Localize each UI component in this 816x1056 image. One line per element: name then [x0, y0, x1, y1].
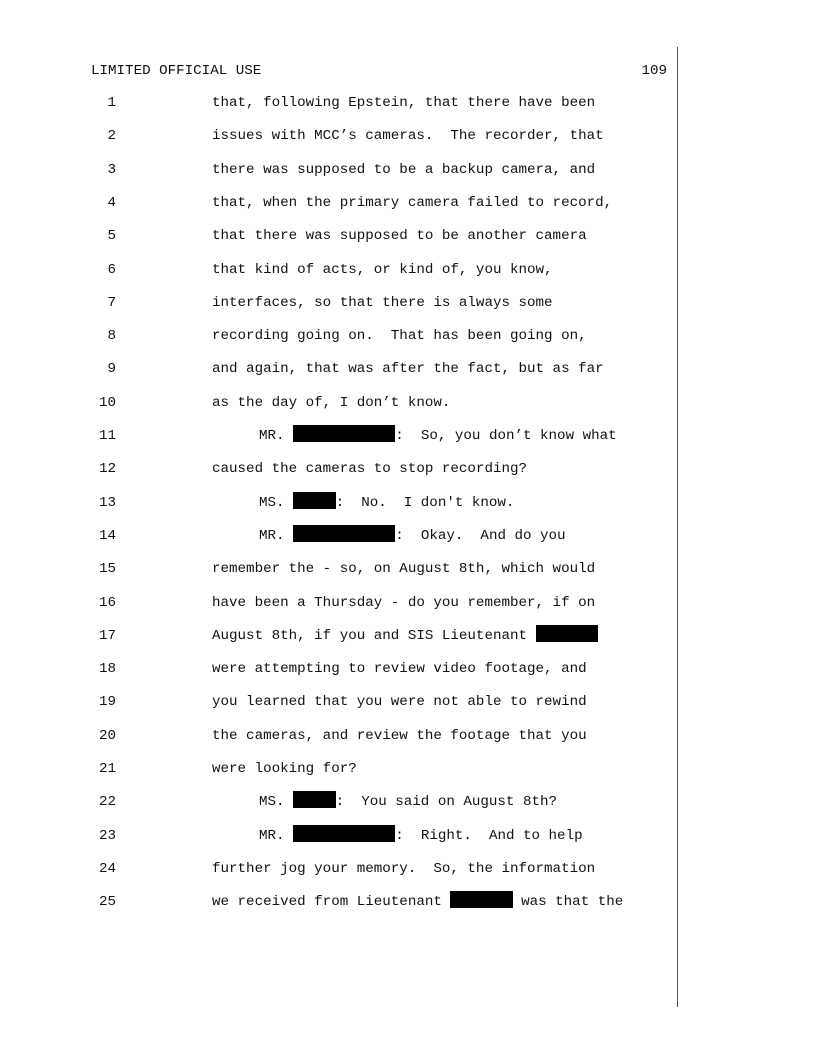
line-number: 19 — [98, 694, 116, 711]
line-text — [212, 756, 357, 782]
redaction-block — [293, 791, 336, 808]
text-segment: caused the cameras to stop recording? — [212, 461, 528, 478]
text-segment: have been a Thursday - do you remember, if on — [212, 594, 596, 611]
line-number: 16 — [98, 594, 116, 611]
text-segment: MR. — [259, 428, 294, 444]
line-text — [212, 390, 450, 416]
text-segment: : So, you don’t know what — [395, 428, 617, 444]
text-segment: and again, that was after the fact, but as far — [212, 361, 604, 378]
page-header — [91, 61, 667, 81]
transcript-line — [0, 290, 677, 316]
text-segment: that there was supposed to be another camera — [212, 228, 587, 245]
line-text — [212, 889, 623, 915]
line-text — [212, 590, 595, 616]
text-segment: : Right. And to help — [395, 827, 583, 844]
text-segment: MS. — [259, 494, 294, 511]
line-number: 7 — [107, 294, 116, 311]
transcript-line — [0, 556, 677, 582]
line-number: 15 — [98, 561, 116, 578]
line-text — [212, 723, 587, 749]
line-text — [212, 356, 604, 382]
line-number: 9 — [107, 361, 116, 378]
line-number: 18 — [98, 661, 116, 678]
line-number: 11 — [98, 428, 116, 444]
transcript-line — [0, 223, 677, 249]
line-number: 6 — [107, 261, 116, 278]
transcript-line — [0, 823, 677, 849]
line-number: 1 — [107, 95, 116, 111]
line-number: 25 — [98, 894, 116, 911]
text-segment: recording going on. That has been going on, — [212, 328, 587, 345]
line-number: 13 — [98, 494, 116, 511]
text-segment: issues with MCC’s cameras. The recorder, that — [212, 128, 604, 145]
transcript-line — [0, 656, 677, 682]
transcript-line — [0, 789, 677, 815]
text-segment: was that the — [512, 894, 624, 911]
right-margin-rule — [677, 47, 678, 1007]
line-text — [259, 423, 617, 449]
line-number: 12 — [98, 461, 116, 478]
line-number: 3 — [107, 161, 116, 178]
transcript-line — [0, 856, 677, 882]
line-text — [212, 456, 527, 482]
transcript-line — [0, 257, 677, 283]
line-text — [259, 523, 566, 549]
line-number: 20 — [98, 727, 116, 744]
text-segment: further jog your memory. So, the information — [212, 860, 596, 877]
line-text — [212, 257, 553, 283]
line-number: 17 — [98, 627, 116, 644]
redaction-block — [536, 625, 598, 642]
line-text — [212, 856, 595, 882]
line-number: 5 — [107, 228, 116, 245]
line-text — [212, 190, 612, 216]
classification-marking: LIMITED OFFICIAL USE — [91, 63, 262, 79]
redaction-block — [293, 425, 395, 442]
transcript-line — [0, 456, 677, 482]
transcript-line — [0, 623, 677, 649]
line-text — [212, 623, 598, 649]
line-text — [212, 323, 587, 349]
text-segment: August 8th, if you and SIS Lieutenant — [212, 627, 536, 644]
text-segment: the cameras, and review the footage that you — [212, 727, 587, 744]
text-segment: were attempting to review video footage, and — [212, 661, 587, 678]
transcript-line — [0, 756, 677, 782]
line-number: 24 — [98, 860, 116, 877]
transcript-line — [0, 157, 677, 183]
line-text — [259, 490, 514, 516]
text-segment: : You said on August 8th? — [335, 794, 558, 811]
line-number: 2 — [107, 128, 116, 145]
text-segment: as the day of, I don’t know. — [212, 394, 451, 411]
line-number: 14 — [98, 527, 116, 544]
text-segment: : Okay. And do you — [395, 527, 566, 544]
line-number: 4 — [107, 194, 116, 211]
text-segment: remember the - so, on August 8th, which would — [212, 561, 596, 578]
text-segment: you learned that you were not able to rewind — [212, 694, 587, 711]
transcript-line — [0, 523, 677, 549]
transcript-line — [0, 90, 677, 116]
redaction-block — [293, 825, 395, 842]
text-segment: MR. — [259, 527, 294, 544]
text-segment: were looking for? — [212, 761, 357, 777]
text-segment: interfaces, so that there is always some — [212, 294, 553, 311]
line-text — [212, 157, 595, 183]
line-text — [212, 689, 587, 715]
transcript-line — [0, 689, 677, 715]
text-segment: that, following Epstein, that there have been — [212, 95, 596, 111]
transcript-line — [0, 490, 677, 516]
text-segment: MR. — [259, 827, 294, 844]
transcript-line — [0, 356, 677, 382]
text-segment: that, when the primary camera failed to record, — [212, 194, 613, 211]
line-number: 21 — [98, 761, 116, 777]
transcript-line — [0, 889, 677, 915]
text-segment: MS. — [259, 794, 294, 811]
text-segment: we received from Lieutenant — [212, 894, 451, 911]
transcript-line — [0, 123, 677, 149]
line-text — [212, 656, 587, 682]
transcript-line — [0, 723, 677, 749]
line-number: 8 — [107, 328, 116, 345]
transcript-line — [0, 390, 677, 416]
line-text — [212, 290, 553, 316]
redaction-block — [450, 891, 512, 908]
redaction-block — [293, 492, 336, 509]
line-text — [212, 123, 604, 149]
line-text — [212, 223, 587, 249]
text-segment: there was supposed to be a backup camera, and — [212, 161, 596, 178]
page-number: 109 — [641, 63, 667, 79]
line-text — [212, 556, 595, 582]
transcript-line — [0, 423, 677, 449]
line-text — [259, 823, 583, 849]
line-number: 10 — [98, 394, 116, 411]
transcript-line — [0, 190, 677, 216]
transcript-line — [0, 590, 677, 616]
text-segment: that kind of acts, or kind of, you know, — [212, 261, 553, 278]
text-segment: : No. I don't know. — [335, 494, 515, 511]
line-number: 23 — [98, 827, 116, 844]
line-text — [259, 789, 557, 815]
line-text — [212, 90, 595, 116]
redaction-block — [293, 525, 395, 542]
line-number: 22 — [98, 794, 116, 811]
transcript-line — [0, 323, 677, 349]
